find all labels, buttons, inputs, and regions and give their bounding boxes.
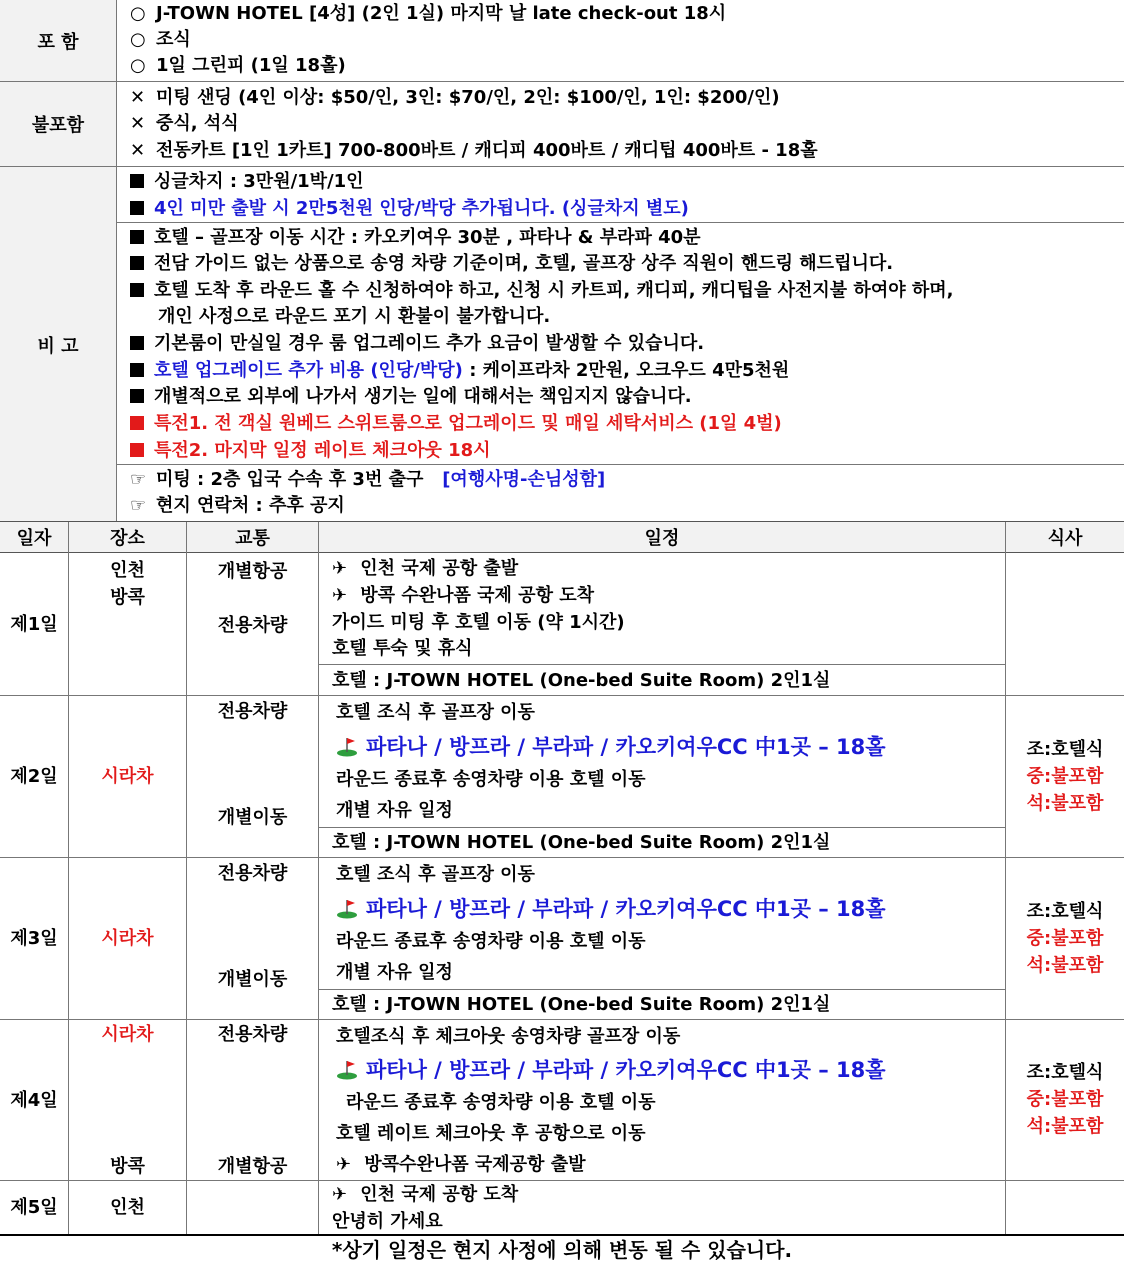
cross-icon: ✕ bbox=[130, 140, 146, 161]
day-label: 제5일 bbox=[10, 1197, 58, 1218]
divider bbox=[116, 222, 1124, 223]
pointing-hand-icon: ☞ bbox=[130, 495, 147, 516]
itinerary-item: ✈ 인천 국제 공항 도착 bbox=[332, 1181, 518, 1209]
divider bbox=[319, 989, 1005, 990]
remark-item: 호텔 도착 후 라운드 홀 수 신청하여야 하고, 신청 시 카트피, 캐디피, 캐디팁을 사전지불 하여야 하며, bbox=[130, 278, 953, 304]
transport: 전용차량 bbox=[217, 614, 288, 636]
exclude-item: ✕ 미팅 샌딩 (4인 이상: $50/인, 3인: $70/인, 2인: $100/인, 1인: $200/인) bbox=[130, 85, 780, 111]
square-bullet-icon bbox=[130, 443, 144, 457]
divider bbox=[0, 81, 1124, 82]
meal-lunch: 중:불포함 bbox=[1026, 766, 1104, 787]
hotel-line: 호텔 : J-TOWN HOTEL (One-bed Suite Room) 2인1실 bbox=[332, 994, 831, 1015]
meal-lunch: 중:불포함 bbox=[1026, 1089, 1104, 1110]
divider bbox=[318, 522, 319, 1234]
square-bullet-icon bbox=[130, 174, 144, 188]
divider bbox=[0, 552, 1124, 553]
include-item: ○ 조식 bbox=[130, 27, 191, 53]
remark-item: 전담 가이드 없는 상품으로 송영 차량 기준이며, 호텔, 골프장 상주 직원이 핸드링 해드립니다. bbox=[130, 251, 893, 277]
golf-flag-icon bbox=[336, 1058, 358, 1080]
meal-dinner: 석:불포함 bbox=[1026, 1116, 1104, 1137]
header-itinerary: 일정 bbox=[319, 522, 1005, 552]
remark-label: 비 고 bbox=[0, 167, 116, 522]
place: 시라차 bbox=[101, 1023, 154, 1045]
square-bullet-icon bbox=[130, 230, 144, 244]
itinerary-item: 개별 자유 일정 bbox=[336, 962, 453, 983]
itinerary-item: 개별 자유 일정 bbox=[336, 800, 453, 821]
airplane-icon: ✈ bbox=[332, 1184, 348, 1205]
meal-lunch: 중:불포함 bbox=[1026, 928, 1104, 949]
exclude-item: ✕ 전동카트 [1인 1카트] 700-800바트 / 캐디피 400바트 / 캐디팁 400바트 - 18홀 bbox=[130, 138, 818, 164]
divider bbox=[116, 464, 1124, 465]
golf-course-line: 파타나 / 방프라 / 부라파 / 카오키여우CC 中1곳 – 18홀 bbox=[336, 1056, 886, 1084]
remark-item: 싱글차지 : 3만원/1박/1인 bbox=[130, 169, 364, 195]
day-label: 제3일 bbox=[10, 928, 58, 949]
square-bullet-icon bbox=[130, 256, 144, 270]
day-label: 제1일 bbox=[10, 613, 58, 635]
divider bbox=[0, 521, 1124, 522]
circle-icon: ○ bbox=[130, 3, 146, 24]
place: 방콕 bbox=[110, 586, 145, 608]
square-bullet-icon bbox=[130, 201, 144, 215]
hotel-line: 호텔 : J-TOWN HOTEL (One-bed Suite Room) 2인1실 bbox=[332, 670, 831, 691]
itinerary-item: 라운드 종료후 송영차량 이용 호텔 이동 bbox=[336, 769, 646, 790]
square-bullet-icon bbox=[130, 416, 144, 430]
golf-flag-icon bbox=[336, 735, 358, 757]
meeting-info: ☞ 미팅 : 2층 입국 수속 후 3번 출구 [여행사명-손님성함] bbox=[130, 467, 605, 493]
transport: 전용차량 bbox=[217, 700, 288, 722]
itinerary-item: 라운드 종료후 송영차량 이용 호텔 이동 bbox=[336, 931, 646, 952]
transport: 개별이동 bbox=[217, 806, 288, 828]
meal-breakfast: 조:호텔식 bbox=[1026, 901, 1104, 922]
special-item: 특전2. 마지막 일정 레이트 체크아웃 18시 bbox=[130, 438, 491, 464]
header-meal: 식사 bbox=[1006, 522, 1124, 552]
itinerary-item: 호텔조식 후 체크아웃 송영차량 골프장 이동 bbox=[336, 1026, 681, 1047]
itinerary-item: ✈ 방콕 수완나폼 국제 공항 도착 bbox=[332, 582, 594, 610]
remark-item: 호텔 업그레이드 추가 비용 (인당/박당) : 케이프라차 2만원, 오크우드 4만5천원 bbox=[130, 358, 789, 384]
itinerary-item: 호텔 레이트 체크아웃 후 공항으로 이동 bbox=[336, 1123, 646, 1144]
footer-note: *상기 일정은 현지 사정에 의해 변동 될 수 있습니다. bbox=[331, 1238, 793, 1262]
square-bullet-icon bbox=[130, 336, 144, 350]
meal-dinner: 석:불포함 bbox=[1026, 793, 1104, 814]
day-label: 제4일 bbox=[10, 1089, 58, 1111]
place: 시라차 bbox=[101, 928, 154, 949]
include-item: ○ 1일 그린피 (1일 18홀) bbox=[130, 53, 346, 79]
itinerary-item: ✈ 인천 국제 공항 출발 bbox=[332, 555, 518, 583]
itinerary-item: 호텔 투숙 및 휴식 bbox=[332, 638, 473, 659]
cross-icon: ✕ bbox=[130, 87, 146, 108]
airplane-icon: ✈ bbox=[336, 1154, 352, 1175]
meal-breakfast: 조:호텔식 bbox=[1026, 739, 1104, 760]
remark-item: 개인 사정으로 라운드 포기 시 환불이 불가합니다. bbox=[158, 306, 551, 327]
transport: 전용차량 bbox=[217, 862, 288, 884]
divider bbox=[319, 664, 1005, 665]
header-day: 일자 bbox=[0, 522, 68, 552]
info-section bbox=[0, 0, 1124, 522]
itinerary-item: 라운드 종료후 송영차량 이용 호텔 이동 bbox=[346, 1092, 656, 1113]
transport: 전용차량 bbox=[217, 1023, 288, 1045]
airplane-icon: ✈ bbox=[332, 558, 348, 579]
meal-breakfast: 조:호텔식 bbox=[1026, 1062, 1104, 1083]
itinerary-item: 안녕히 가세요 bbox=[332, 1211, 443, 1232]
header-transport: 교통 bbox=[187, 522, 318, 552]
day-label: 제2일 bbox=[10, 766, 58, 787]
circle-icon: ○ bbox=[130, 55, 146, 76]
golf-flag-icon bbox=[336, 897, 358, 919]
square-bullet-icon bbox=[130, 283, 144, 297]
square-bullet-icon bbox=[130, 389, 144, 403]
divider bbox=[319, 827, 1005, 828]
transport: 개별항공 bbox=[217, 560, 288, 582]
remark-item: 기본룸이 만실일 경우 룸 업그레이드 추가 요금이 발생할 수 있습니다. bbox=[130, 331, 704, 357]
pointing-hand-icon: ☞ bbox=[130, 469, 147, 490]
itinerary-item: 호텔 조식 후 골프장 이동 bbox=[336, 702, 535, 723]
meal-dinner: 석:불포함 bbox=[1026, 955, 1104, 976]
place: 인천 bbox=[110, 1197, 145, 1218]
divider bbox=[116, 0, 117, 522]
square-bullet-icon bbox=[130, 363, 144, 377]
exclude-label: 불포함 bbox=[0, 82, 116, 166]
include-item: ○ J-TOWN HOTEL [4성] (2인 1실) 마지막 날 late check-out 18시 bbox=[130, 1, 726, 27]
exclude-item: ✕ 중식, 석식 bbox=[130, 111, 239, 137]
remark-item: 호텔 – 골프장 이동 시간 : 카오키여우 30분 , 파타나 & 부라파 40분 bbox=[130, 225, 701, 251]
hotel-line: 호텔 : J-TOWN HOTEL (One-bed Suite Room) 2인1실 bbox=[332, 832, 831, 853]
circle-icon: ○ bbox=[130, 29, 146, 50]
golf-course-line: 파타나 / 방프라 / 부라파 / 카오키여우CC 中1곳 – 18홀 bbox=[336, 895, 886, 923]
divider bbox=[0, 166, 1124, 167]
itinerary-item: ✈ 방콕수완나폼 국제공항 출발 bbox=[336, 1151, 585, 1179]
cross-icon: ✕ bbox=[130, 113, 146, 134]
place: 방콕 bbox=[110, 1155, 145, 1177]
special-item: 특전1. 전 객실 원베드 스위트룸으로 업그레이드 및 매일 세탁서비스 (1일 4벌) bbox=[130, 411, 782, 437]
golf-course-line: 파타나 / 방프라 / 부라파 / 카오키여우CC 中1곳 – 18홀 bbox=[336, 733, 886, 761]
remark-item: 개별적으로 외부에 나가서 생기는 일에 대해서는 책임지지 않습니다. bbox=[130, 384, 692, 410]
remark-item: 4인 미만 출발 시 2만5천원 인당/박당 추가됩니다. (싱글차지 별도) bbox=[130, 196, 689, 222]
contact-info: ☞ 현지 연락처 : 추후 공지 bbox=[130, 493, 345, 519]
place: 시라차 bbox=[101, 766, 154, 787]
itinerary-item: 호텔 조식 후 골프장 이동 bbox=[336, 864, 535, 885]
transport: 개별항공 bbox=[217, 1155, 288, 1177]
include-label: 포 함 bbox=[0, 0, 116, 81]
transport: 개별이동 bbox=[217, 968, 288, 990]
itinerary-item: 가이드 미팅 후 호텔 이동 (약 1시간) bbox=[332, 612, 625, 633]
place: 인천 bbox=[110, 559, 145, 581]
airplane-icon: ✈ bbox=[332, 585, 348, 606]
header-place: 장소 bbox=[69, 522, 186, 552]
